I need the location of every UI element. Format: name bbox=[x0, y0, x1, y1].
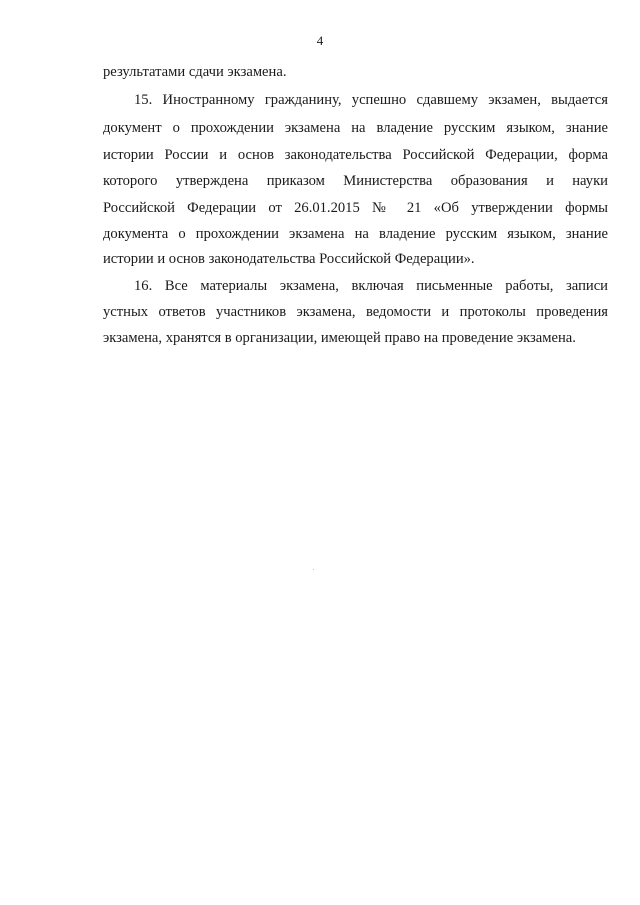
text-line: устных ответов участников экзамена, ведомости и протоколы проведения bbox=[103, 304, 608, 320]
text-line: экзамена, хранятся в организации, имеющей право на проведение экзамена. bbox=[103, 330, 576, 346]
text-line: документ о прохождении экзамена на владение русским языком, знание bbox=[103, 120, 608, 136]
text-line: Российской Федерации от 26.01.2015 № 21 «Об утверждении формы bbox=[103, 200, 608, 216]
text-line: истории России и основ законодательства Российской Федерации, форма bbox=[103, 147, 608, 163]
text-line: истории и основ законодательства Российской Федерации». bbox=[103, 251, 475, 267]
text-line: 15. Иностранному гражданину, успешно сдавшему экзамен, выдается bbox=[134, 92, 608, 108]
text-line: результатами сдачи экзамена. bbox=[103, 64, 287, 80]
page-number: 4 bbox=[316, 33, 324, 48]
scan-speck bbox=[313, 569, 314, 570]
text-line: которого утверждена приказом Министерства образования и науки bbox=[103, 173, 608, 189]
text-line: документа о прохождении экзамена на владение русским языком, знание bbox=[103, 226, 608, 242]
text-line: 16. Все материалы экзамена, включая письменные работы, записи bbox=[134, 278, 608, 294]
